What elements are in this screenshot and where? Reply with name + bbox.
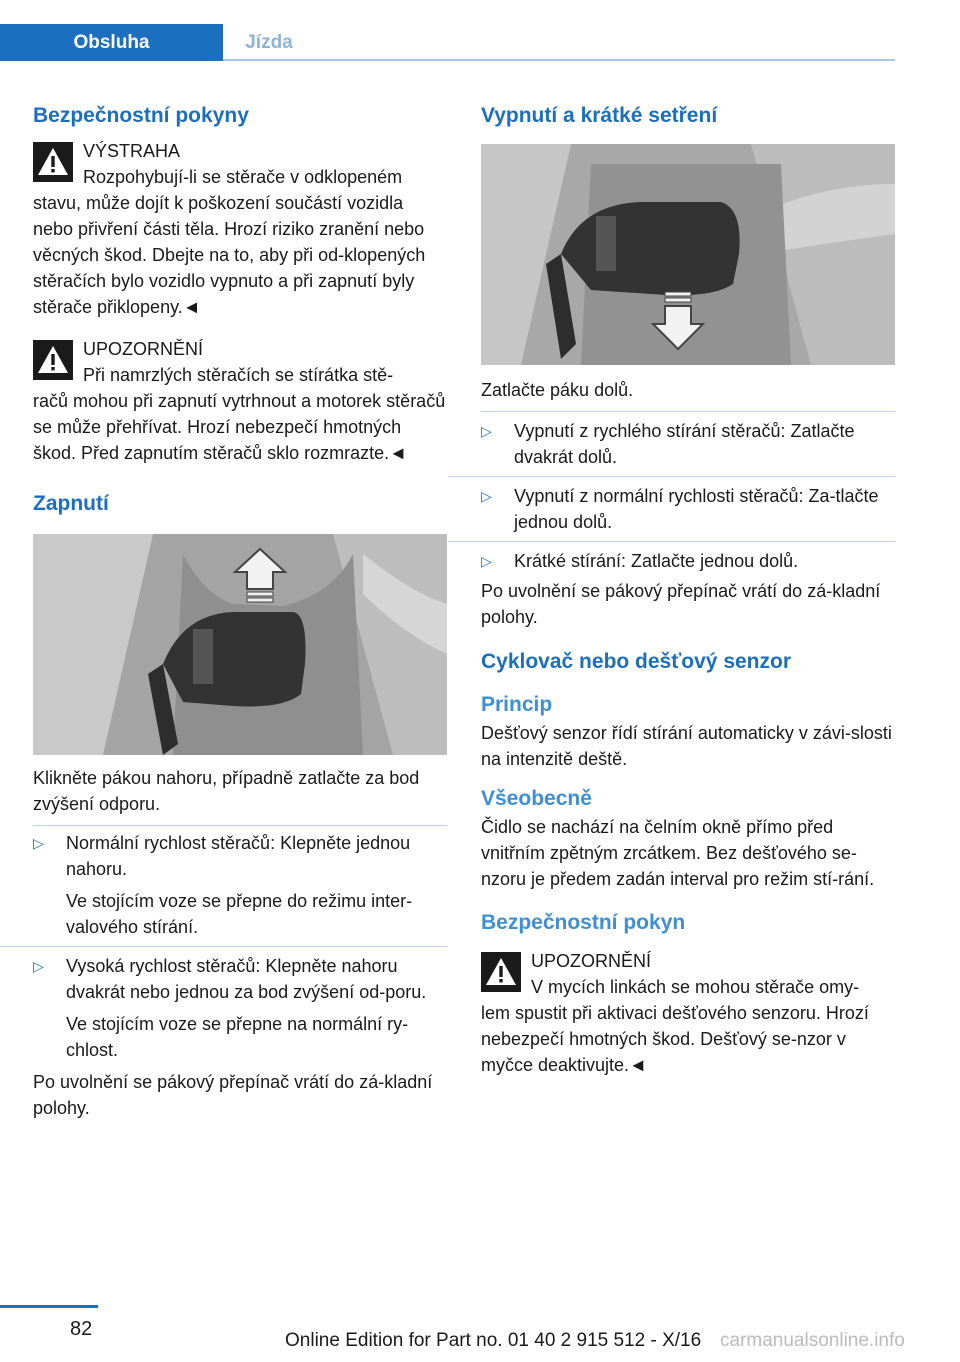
list-item-text: Vypnutí z normální rychlosti stěračů: Za-tlačte jednou dolů.: [514, 486, 879, 532]
list-item-subtext: Ve stojícím voze se přepne do režimu inter-valového stírání.: [66, 891, 413, 937]
principle-text: Dešťový senzor řídí stírání automaticky v závi-slosti na intenzitě deště.: [481, 723, 892, 769]
warning-text: stavu, může dojít k poškození součástí vozidla nebo přivření části těla. Hrozí riziko zranění nebo věcných škod. Dbejte na to, aby při od-klopených stěračích bylo vozidlo vypnuto a při zapnutí byly stěrače přiklopeny.◄: [33, 193, 426, 317]
bullet-triangle-icon: ▷: [33, 958, 44, 974]
warning-triangle-icon: [481, 952, 521, 992]
activation-outro: Po uvolnění se pákový přepínač vrátí do zá-kladní polohy.: [33, 1072, 433, 1118]
activation-intro: Klikněte pákou nahoru, případně zatlačte za bod zvýšení odporu.: [33, 768, 420, 814]
off-outro: Po uvolnění se pákový přepínač vrátí do zá-kladní polohy.: [481, 581, 881, 627]
caution-label: UPOZORNĚNÍ: [83, 339, 204, 359]
list-item: [33, 826, 447, 940]
off-list: [481, 412, 895, 578]
general-text: Čidlo se nachází na čelním okně přímo před vnitřním zpětným zrcátkem. Bez dešťového se-nzoru je předem zadán interval pro režim stí-rání.: [481, 817, 875, 889]
right-column: [481, 100, 895, 1078]
bullet-triangle-icon: ▷: [481, 553, 492, 569]
section-title-activation: Zapnutí: [33, 492, 109, 515]
list-item: [481, 542, 895, 578]
warning-text-first: Rozpohybují-li se stěrače v odklopeném: [83, 167, 403, 187]
list-item-text: Vysoká rychlost stěračů: Klepněte nahoru dvakrát nebo jednou za bod zvýšení od-poru.: [66, 956, 427, 1002]
wiper-lever-up-figure: [33, 534, 447, 755]
off-intro: Zatlačte páku dolů.: [481, 380, 634, 400]
edition-footer: Online Edition for Part no. 01 40 2 915 512 - X/16: [285, 1330, 702, 1351]
caution-label: UPOZORNĚNÍ: [531, 951, 652, 971]
list-item: [33, 947, 447, 1063]
page-number-rule: [0, 1305, 98, 1308]
activation-list: [33, 826, 447, 1063]
caution-text: lem spustit při aktivaci dešťového senzoru. Hrozí nebezpečí hmotných škod. Dešťový se-nzor v myčce deaktivujte.◄: [481, 1003, 869, 1075]
list-item-text: Vypnutí z rychlého stírání stěračů: Zatlačte dvakrát dolů.: [514, 421, 855, 467]
caution-text: račů mohou při zapnutí vytrhnout a motorek stěračů se může přehřívat. Hrozí nebezpečí hmotných škod. Před zapnutím stěračů sklo rozmrazte.◄: [33, 391, 446, 463]
warning-triangle-icon: [33, 142, 73, 182]
section-title-safety: Bezpečnostní pokyny: [33, 104, 249, 127]
wiper-lever-illustration: [33, 534, 447, 755]
tab-obsluha[interactable]: Obsluha: [0, 24, 223, 61]
subsection-title-safety: Bezpečnostní pokyn: [481, 911, 686, 934]
bullet-triangle-icon: ▷: [481, 488, 492, 504]
section-title-rain-sensor: Cyklovač nebo dešťový senzor: [481, 650, 792, 673]
caution-text-first: V mycích linkách se mohou stěrače omy-: [531, 977, 860, 997]
list-item: [481, 477, 895, 541]
caution-block: [33, 336, 447, 466]
page-number: 82: [70, 1318, 93, 1340]
caution-text-first: Při namrzlých stěračích se stírátka stě-: [83, 365, 394, 385]
subsection-title-general: Všeobecně: [481, 787, 592, 810]
tab-jizda[interactable]: Jízda: [245, 31, 293, 53]
chapter-tabs: [0, 24, 315, 61]
list-item: [481, 412, 895, 476]
bullet-triangle-icon: ▷: [33, 835, 44, 851]
wiper-lever-illustration: [481, 144, 895, 365]
wiper-lever-down-figure: [481, 144, 895, 365]
list-item-subtext: Ve stojícím voze se přepne na normální ry-chlost.: [66, 1014, 409, 1060]
warning-triangle-icon: [33, 340, 73, 380]
list-item-text: Krátké stírání: Zatlačte jednou dolů.: [514, 551, 799, 571]
warning-label: VÝSTRAHA: [83, 141, 181, 161]
watermark: carmanualsonline.info: [720, 1330, 905, 1351]
section-title-off: Vypnutí a krátké setření: [481, 104, 718, 127]
warning-block: [33, 138, 447, 320]
subsection-title-principle: Princip: [481, 693, 553, 716]
left-column: [33, 100, 447, 1121]
list-item-text: Normální rychlost stěračů: Klepněte jednou nahoru.: [66, 833, 411, 879]
bullet-triangle-icon: ▷: [481, 423, 492, 439]
caution-block: [481, 948, 895, 1078]
tab-divider: [223, 59, 895, 61]
